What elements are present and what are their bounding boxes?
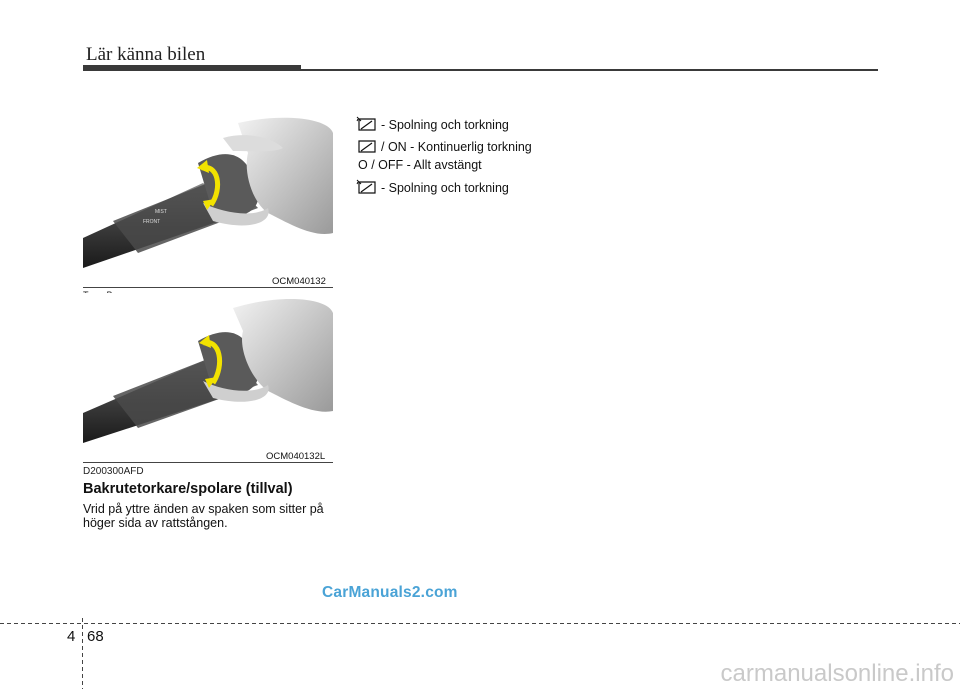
section-body: Vrid på yttre änden av spaken som sitter på höger sida av rattstången. (83, 502, 324, 530)
figure-a-code: OCM040132 (272, 276, 326, 287)
header-rule-thin (301, 69, 878, 71)
footer-vertical-divider (82, 618, 83, 689)
page-number: 68 (87, 628, 104, 645)
rear-washer-icon (356, 179, 378, 196)
header-rule-thick (83, 65, 301, 71)
legend-text: / ON - Kontinuerlig torkning (381, 139, 532, 154)
rear-washer-icon (356, 116, 378, 133)
site-watermark: carmanualsonline.info (720, 660, 954, 687)
page-header-title: Lär känna bilen (86, 44, 206, 65)
legend-item-washer-2 (356, 179, 509, 196)
figure-a-rule (83, 287, 333, 288)
legend-text: - Spolning och torkning (381, 117, 509, 132)
rear-wiper-icon (356, 138, 378, 155)
svg-text:MIST: MIST (155, 209, 167, 215)
footer-divider (0, 623, 960, 624)
section-id: D200300AFD (83, 466, 144, 477)
watermark-link[interactable]: CarManuals2.com (322, 584, 458, 601)
figure-a-photo (83, 113, 333, 273)
legend-item-on (356, 138, 532, 155)
legend-text: O / OFF - Allt avstängt (358, 158, 482, 172)
legend-item-off (358, 158, 482, 172)
legend-item-washer-1 (356, 116, 509, 133)
figure-b-rule (83, 462, 333, 463)
section-heading: Bakrutetorkare/spolare (tillval) (83, 481, 293, 497)
figure-b-photo (83, 293, 333, 448)
figure-b-code: OCM040132L (266, 451, 326, 462)
svg-text:FRONT: FRONT (143, 219, 161, 225)
legend-text: - Spolning och torkning (381, 180, 509, 195)
chapter-number: 4 (67, 628, 76, 645)
